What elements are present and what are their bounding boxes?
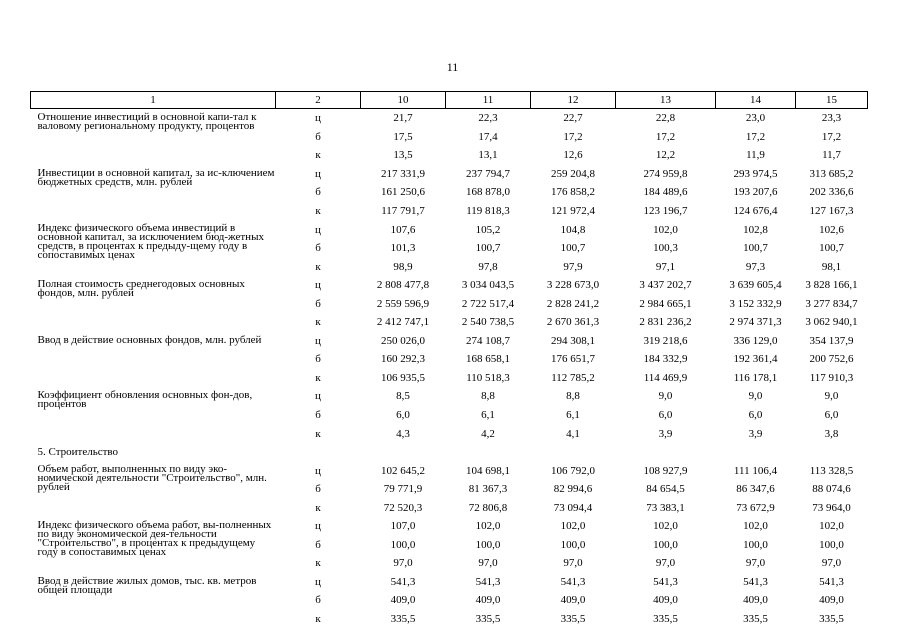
value-cell: 100,7 [743, 242, 768, 255]
value-cell: 12,6 [563, 149, 583, 162]
value-cell: 8,8 [481, 390, 495, 403]
scenario-code: ц [315, 223, 321, 236]
value-cell: 79 771,9 [383, 483, 423, 496]
empty-cell [531, 443, 616, 462]
table-header-row [31, 92, 868, 109]
value-cell: 6,0 [824, 409, 839, 422]
value-cell: 184 489,6 [643, 186, 688, 199]
scenario-code: к [315, 427, 321, 440]
value-cell: 100,0 [819, 538, 844, 551]
value-cell: 108 927,9 [643, 464, 688, 477]
indicator-name: Индекс физического объема работ, вы-полненных по виду экономической дея-тельности "Строительство", в процентах к предыдущему году в сопоставимых ценах [37, 519, 272, 559]
table-row [31, 220, 868, 239]
scenario-code: ц [315, 390, 321, 403]
scenario-code: к [315, 149, 321, 162]
value-cell: 541,3 [390, 575, 416, 588]
value-cell: 102,8 [743, 223, 768, 236]
value-cell: 127 167,3 [809, 205, 854, 217]
value-cell: 98,1 [821, 260, 842, 273]
value-cell: 9,0 [748, 390, 763, 403]
value-cell: 81 367,3 [468, 483, 508, 496]
scenario-code: б [315, 483, 321, 496]
value-cell: 200 752,6 [809, 353, 854, 366]
value-cell: 102,0 [819, 520, 844, 533]
value-cell: 82 994,6 [553, 483, 593, 496]
value-cell: 104,8 [560, 223, 586, 236]
value-cell: 17,2 [745, 130, 766, 143]
scenario-code: ц [315, 334, 321, 347]
value-cell: 3,8 [824, 427, 839, 440]
value-cell: 97,3 [745, 260, 766, 273]
value-cell: 9,0 [658, 390, 673, 403]
scenario-code: к [315, 613, 321, 626]
header-cell: 1 [31, 92, 276, 109]
value-cell: 123 196,7 [643, 205, 688, 217]
scenario-code: ц [315, 520, 321, 533]
scenario-code: к [315, 557, 321, 570]
table-row [31, 165, 868, 184]
value-cell: 193 207,6 [733, 186, 778, 199]
value-cell: 100,0 [390, 538, 416, 551]
value-cell: 6,0 [658, 409, 673, 422]
empty-cell [616, 443, 716, 462]
value-cell: 6,1 [481, 409, 495, 422]
value-cell: 106 935,5 [381, 371, 425, 384]
value-cell: 97,0 [393, 557, 413, 570]
indicator-name: Ввод в действие основных фондов, млн. рублей [37, 333, 262, 346]
value-cell: 11,9 [746, 149, 765, 162]
value-cell: 2 559 596,9 [376, 297, 430, 310]
value-cell: 168 878,0 [466, 186, 510, 199]
header-cell: 13 [616, 92, 716, 109]
value-cell: 121 972,4 [551, 205, 595, 217]
scenario-code: б [315, 186, 321, 199]
value-cell: 335,5 [743, 613, 768, 626]
value-cell: 100,0 [560, 538, 586, 551]
table-row [31, 461, 868, 480]
scenario-code: к [315, 260, 321, 273]
value-cell: 102 645,2 [381, 464, 425, 477]
indicator-name: Инвестиции в основной капитал, за ис-ключением бюджетных средств, млн. рублей [37, 166, 275, 188]
header-cell: 14 [716, 92, 796, 109]
scenario-code: к [315, 205, 321, 217]
value-cell: 17,2 [563, 130, 583, 143]
scenario-code: б [315, 594, 321, 607]
value-cell: 335,5 [390, 613, 416, 626]
value-cell: 2 670 361,3 [546, 316, 600, 329]
value-cell: 274 959,8 [643, 167, 688, 180]
value-cell: 97,0 [655, 557, 676, 570]
value-cell: 102,0 [560, 520, 586, 533]
value-cell: 23,3 [821, 112, 842, 125]
value-cell: 116 178,1 [733, 371, 778, 384]
value-cell: 168 658,1 [466, 353, 510, 366]
value-cell: 2 831 236,2 [639, 316, 692, 329]
value-cell: 409,0 [743, 594, 768, 607]
value-cell: 97,0 [478, 557, 498, 570]
value-cell: 3 639 605,4 [729, 279, 782, 292]
value-cell: 97,8 [478, 260, 498, 273]
value-cell: 2 974 371,3 [729, 316, 782, 329]
scenario-code: ц [315, 464, 321, 477]
value-cell: 113 328,5 [809, 464, 854, 477]
value-cell: 6,0 [396, 409, 410, 422]
value-cell: 161 250,6 [381, 186, 425, 199]
table-row [31, 332, 868, 351]
value-cell: 3 437 202,7 [639, 279, 692, 292]
table-row [31, 109, 868, 128]
scenario-code: ц [315, 112, 321, 125]
section-row [31, 443, 868, 462]
value-cell: 100,0 [475, 538, 501, 551]
header-cell: 11 [446, 92, 531, 109]
value-cell: 114 469,9 [643, 371, 688, 384]
value-cell: 335,5 [560, 613, 586, 626]
value-cell: 102,6 [819, 223, 844, 236]
value-cell: 237 794,7 [466, 167, 510, 180]
value-cell: 192 361,4 [733, 353, 778, 366]
value-cell: 409,0 [475, 594, 501, 607]
table-row [31, 276, 868, 295]
scenario-code: б [315, 242, 321, 255]
value-cell: 2 984 665,1 [639, 297, 692, 310]
value-cell: 107,0 [390, 520, 416, 533]
value-cell: 3,9 [748, 427, 763, 440]
value-cell: 3,9 [658, 427, 673, 440]
value-cell: 2 808 477,8 [376, 279, 430, 292]
value-cell: 72 520,3 [383, 501, 423, 514]
value-cell: 97,9 [563, 260, 583, 273]
value-cell: 84 654,5 [646, 483, 685, 496]
value-cell: 9,0 [824, 390, 839, 403]
value-cell: 13,1 [478, 149, 498, 162]
value-cell: 23,0 [745, 112, 766, 125]
value-cell: 3 828 166,1 [805, 279, 858, 292]
scenario-code: к [315, 501, 321, 514]
value-cell: 88 074,6 [812, 483, 851, 496]
value-cell: 319 218,6 [643, 334, 688, 347]
scenario-code: к [315, 316, 321, 329]
empty-cell [716, 443, 796, 462]
value-cell: 102,0 [653, 223, 678, 236]
scenario-code: б [315, 353, 321, 366]
value-cell: 112 785,2 [551, 371, 595, 384]
value-cell: 100,3 [653, 242, 678, 255]
scenario-code: б [315, 409, 321, 422]
indicator-name: Коэффициент обновления основных фон-дов, процентов [37, 389, 253, 411]
value-cell: 100,0 [743, 538, 768, 551]
value-cell: 17,4 [478, 130, 498, 143]
value-cell: 86 347,6 [736, 483, 775, 496]
indicator-name: Отношение инвестиций в основной капи-тал к валовому региональному продукту, процентов [37, 111, 257, 132]
value-cell: 2 828 241,2 [546, 297, 600, 310]
scenario-code: ц [315, 167, 321, 180]
value-cell: 2 540 738,5 [461, 316, 515, 329]
header-cell: 12 [531, 92, 616, 109]
value-cell: 111 106,4 [733, 464, 778, 477]
value-cell: 97,0 [821, 557, 842, 570]
value-cell: 72 806,8 [468, 501, 508, 514]
scenario-code: б [315, 130, 321, 143]
empty-cell [446, 443, 531, 462]
value-cell: 97,1 [655, 260, 676, 273]
value-cell: 541,3 [743, 575, 768, 588]
value-cell: 17,2 [655, 130, 676, 143]
value-cell: 3 228 673,0 [546, 279, 600, 292]
value-cell: 259 204,8 [551, 167, 595, 180]
value-cell: 12,2 [655, 149, 676, 162]
value-cell: 4,2 [481, 427, 495, 440]
value-cell: 104 698,1 [466, 464, 510, 477]
value-cell: 98,9 [393, 260, 413, 273]
value-cell: 4,1 [566, 427, 580, 440]
table-row [31, 517, 868, 536]
value-cell: 313 685,2 [809, 167, 854, 180]
value-cell: 105,2 [475, 223, 501, 236]
page-number: 11 [446, 60, 459, 74]
value-cell: 176 651,7 [551, 353, 595, 366]
value-cell: 541,3 [653, 575, 678, 588]
scenario-code: б [315, 297, 321, 310]
value-cell: 3 152 332,9 [729, 297, 782, 310]
value-cell: 3 034 043,5 [461, 279, 515, 292]
table-row [31, 387, 868, 406]
value-cell: 541,3 [560, 575, 586, 588]
value-cell: 73 964,0 [812, 501, 851, 514]
value-cell: 73 672,9 [736, 501, 775, 514]
value-cell: 2 412 747,1 [376, 316, 430, 329]
value-cell: 2 722 517,4 [461, 297, 515, 310]
value-cell: 217 331,9 [381, 167, 425, 180]
value-cell: 22,8 [655, 112, 676, 125]
value-cell: 102,0 [743, 520, 768, 533]
value-cell: 73 383,1 [646, 501, 685, 514]
value-cell: 8,8 [566, 390, 580, 403]
forecast-table [30, 91, 868, 628]
value-cell: 117 791,7 [381, 205, 425, 217]
value-cell: 409,0 [653, 594, 678, 607]
value-cell: 354 137,9 [809, 334, 854, 347]
value-cell: 21,7 [393, 112, 413, 125]
empty-cell [361, 443, 446, 462]
value-cell: 102,0 [475, 520, 501, 533]
value-cell: 102,0 [653, 520, 678, 533]
scenario-code: ц [315, 575, 321, 588]
value-cell: 11,7 [822, 149, 841, 162]
value-cell: 176 858,2 [551, 186, 595, 199]
value-cell: 6,0 [748, 409, 763, 422]
empty-cell [796, 443, 868, 462]
value-cell: 409,0 [560, 594, 586, 607]
value-cell: 541,3 [819, 575, 844, 588]
value-cell: 101,3 [390, 242, 416, 255]
value-cell: 110 518,3 [466, 371, 510, 384]
value-cell: 335,5 [475, 613, 501, 626]
value-cell: 17,5 [393, 130, 413, 143]
value-cell: 22,7 [563, 112, 583, 125]
value-cell: 124 676,4 [733, 205, 778, 217]
scenario-code: ц [315, 279, 321, 292]
value-cell: 100,7 [475, 242, 501, 255]
value-cell: 184 332,9 [643, 353, 688, 366]
value-cell: 100,7 [819, 242, 844, 255]
empty-cell [276, 443, 361, 462]
indicator-name: Индекс физического объема инвестиций в основной капитал, за исключением бюд-жетных средств, в процентах к предыду-щему году в сопоставимых ценах [37, 222, 264, 262]
value-cell: 294 308,1 [551, 334, 595, 347]
value-cell: 8,5 [396, 390, 410, 403]
value-cell: 274 108,7 [466, 334, 510, 347]
value-cell: 250 026,0 [381, 334, 425, 347]
value-cell: 106 792,0 [551, 464, 595, 477]
value-cell: 3 062 940,1 [805, 316, 858, 329]
value-cell: 97,0 [745, 557, 766, 570]
indicator-name: Объем работ, выполненных по виду эко-номической деятельности "Строительство", млн. рублей [37, 463, 267, 494]
header-cell: 10 [361, 92, 446, 109]
indicator-name: Полная стоимость среднегодовых основных фондов, млн. рублей [37, 277, 245, 299]
table-body [31, 109, 868, 629]
value-cell: 73 094,4 [553, 501, 593, 514]
scenario-code: к [315, 371, 321, 384]
value-cell: 22,3 [478, 112, 498, 125]
header-cell: 15 [796, 92, 868, 109]
value-cell: 100,0 [653, 538, 678, 551]
value-cell: 336 129,0 [733, 334, 778, 347]
value-cell: 335,5 [819, 613, 844, 626]
value-cell: 97,0 [563, 557, 583, 570]
value-cell: 6,1 [566, 409, 580, 422]
header-cell: 2 [276, 92, 361, 109]
value-cell: 107,6 [390, 223, 416, 236]
value-cell: 293 974,5 [733, 167, 778, 180]
value-cell: 17,2 [821, 130, 842, 143]
value-cell: 117 910,3 [809, 371, 854, 384]
scenario-code: б [315, 538, 321, 551]
value-cell: 409,0 [390, 594, 416, 607]
value-cell: 3 277 834,7 [805, 297, 858, 310]
table-row [31, 573, 868, 592]
value-cell: 100,7 [560, 242, 586, 255]
value-cell: 13,5 [393, 149, 413, 162]
value-cell: 335,5 [653, 613, 678, 626]
section-title: 5. Строительство [37, 445, 119, 458]
value-cell: 409,0 [819, 594, 844, 607]
indicator-name: Ввод в действие жилых домов, тыс. кв. метров общей площади [37, 574, 257, 596]
value-cell: 160 292,3 [381, 353, 425, 366]
value-cell: 4,3 [396, 427, 410, 440]
value-cell: 119 818,3 [466, 205, 510, 217]
value-cell: 202 336,6 [809, 186, 854, 199]
value-cell: 541,3 [475, 575, 501, 588]
